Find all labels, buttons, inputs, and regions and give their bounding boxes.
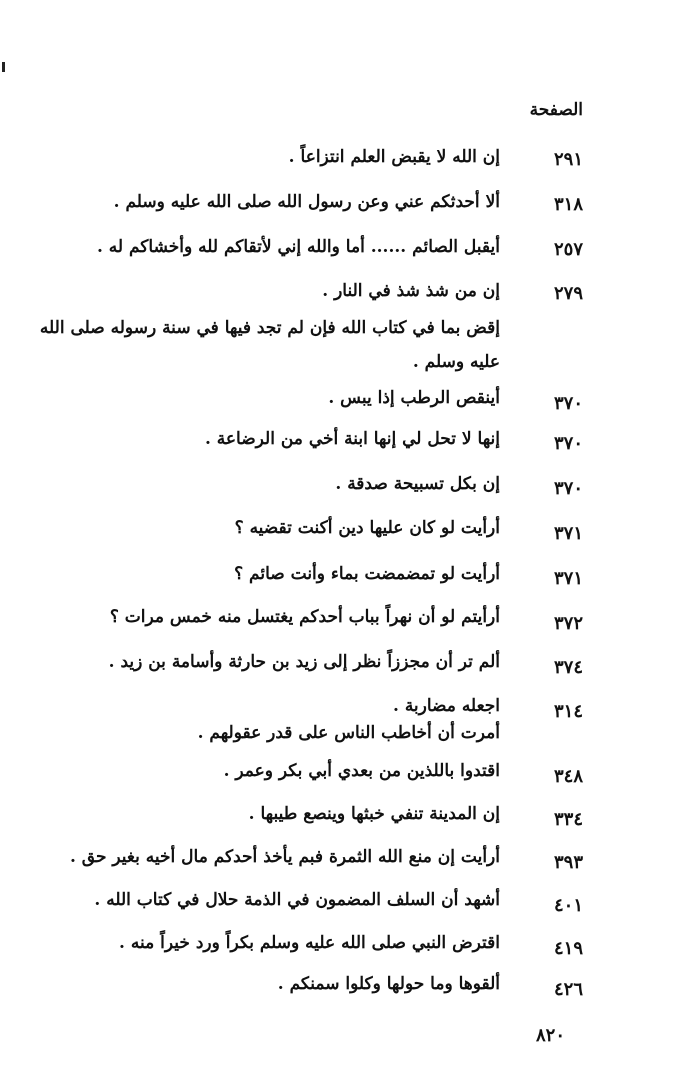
entry-text: ألا أحدثكم عني وعن رسول الله صلى الله عليه وسلم .	[113, 192, 500, 212]
entry-text: ألم تر أن مجززاً نظر إلى زيد بن حارثة وأسامة بن زيد .	[108, 652, 500, 672]
entry-text: اجعله مضاربة .	[392, 696, 500, 716]
scan-edge-mark	[2, 62, 5, 72]
entry-page-number: ٣٧١	[553, 568, 583, 589]
page-column-header: الصفحة	[529, 100, 583, 120]
entry-text: إن الله لا يقبض العلم انتزاعاً .	[288, 147, 500, 167]
entry-page-number: ٣٧٠	[553, 478, 583, 499]
entry-text: أشهد أن السلف المضمون في الذمة حلال في كتاب الله .	[94, 890, 500, 910]
entry-text: أينقص الرطب إذا يبس .	[328, 388, 500, 408]
entry-text: اقترض النبي صلى الله عليه وسلم بكراً ورد خيراً منه .	[119, 933, 500, 953]
entry-page-number: ٣٣٤	[553, 809, 583, 830]
entry-text: أرأيت لو كان عليها دين أكنت تقضيه ؟	[234, 518, 500, 538]
entry-page-number: ٣١٨	[553, 194, 583, 215]
entry-text: إن من شذ شذ في النار .	[322, 281, 500, 301]
entry-text: أرأيت لو تمضمضت بماء وأنت صائم ؟	[234, 564, 500, 584]
entry-page-number: ٣٧٠	[553, 393, 583, 414]
entry-page-number: ٣٧٢	[553, 613, 583, 634]
entry-text: أرأيت إن منع الله الثمرة فبم يأخذ أحدكم مال أخيه بغير حق .	[69, 847, 500, 867]
entry-text: أرأيتم لو أن نهراً بباب أحدكم يغتسل منه خمس مرات ؟	[109, 607, 500, 627]
entry-text: اقتدوا باللذين من بعدي أبي بكر وعمر .	[223, 761, 500, 781]
entry-text-continuation: عليه وسلم .	[412, 352, 500, 372]
entry-page-number: ٣١٤	[553, 701, 583, 722]
entry-page-number: ٣٧٠	[553, 433, 583, 454]
entry-page-number: ٣٩٣	[553, 852, 583, 873]
entry-text: إن بكل تسبيحة صدقة .	[335, 474, 500, 494]
entry-page-number: ٤٢٦	[553, 979, 583, 1000]
entry-page-number: ٢٩١	[553, 149, 583, 170]
entry-page-number: ٢٧٩	[553, 283, 583, 304]
entry-text: إقض بما في كتاب الله فإن لم تجد فيها في سنة رسوله صلى الله	[39, 318, 500, 338]
entry-page-number: ٣٧٤	[553, 657, 583, 678]
entry-page-number: ٤٠١	[553, 895, 583, 916]
entry-page-number: ٣٤٨	[553, 766, 583, 787]
entry-text: إن المدينة تنفي خبثها وينصع طيبها .	[248, 804, 500, 824]
entry-page-number: ٣٧١	[553, 523, 583, 544]
page-number: ٨٢٠	[535, 1025, 565, 1046]
entry-page-number: ٤١٩	[553, 938, 583, 959]
entry-text-continuation: أمرت أن أخاطب الناس على قدر عقولهم .	[197, 723, 500, 743]
entry-text: أيقبل الصائم ...... أما والله إني لأتقاكم لله وأخشاكم له .	[96, 237, 500, 257]
entry-page-number: ٢٥٧	[553, 239, 583, 260]
entry-text: إنها لا تحل لي إنها ابنة أخي من الرضاعة .	[204, 429, 500, 449]
entry-text: ألقوها وما حولها وكلوا سمنكم .	[277, 974, 500, 994]
